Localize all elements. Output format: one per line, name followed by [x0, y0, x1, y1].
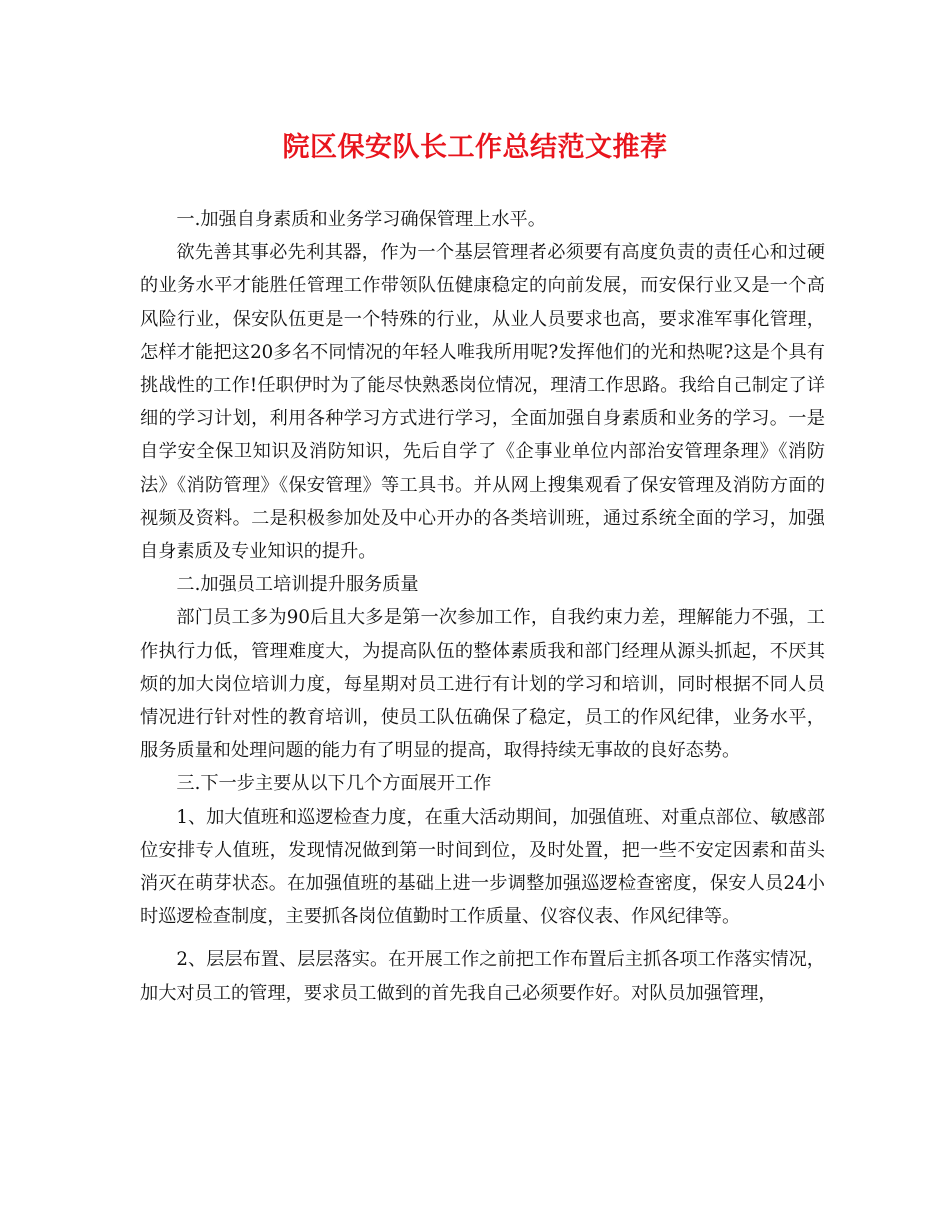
- section-heading-2: 二.加强员工培训提升服务质量: [176, 574, 419, 596]
- section-heading-3: 三.下一步主要从以下几个方面展开工作: [176, 773, 492, 795]
- document-body: [140, 203, 825, 1010]
- body-paragraph: 2、层层布置、层层落实。在开展工作之前把工作布置后主抓各项工作落实情况，加大对员工的管理，要求员工做到的首先我自己必须要作好。对队员加强管理，: [140, 949, 825, 1004]
- section-heading-1: 一.加强自身素质和业务学习确保管理上水平。: [176, 209, 546, 230]
- document-title: 院区保安队长工作总结范文推荐: [282, 132, 668, 163]
- body-paragraph: 1、加大值班和巡逻检查力度，在重大活动期间，加强值班、对重点部位、敏感部位安排专人值班，发现情况做到第一时间到位，及时处置，把一些不安定因素和苗头消灭在萌芽状态。在加强值班的基础上进一步调整加强巡逻检查密度，保安人员24小时巡逻检查制度，主要抓各岗位值勤时工作质量、仪容仪表、作风纪律等。: [140, 806, 825, 928]
- body-paragraph: 部门员工多为90后且大多是第一次参加工作，自我约束力差，理解能力不强，工作执行力低，管理难度大，为提高队伍的整体素质我和部门经理从源头抓起，不厌其烦的加大岗位培训力度，每星期对员工进行有计划的学习和培训，同时根据不同人员情况进行针对性的教育培训，使员工队伍确保了稳定，员工的作风纪律，业务水平，服务质量和处理问题的能力有了明显的提高，取得持续无事故的良好态势。: [140, 607, 825, 762]
- body-paragraph: 欲先善其事必先利其器，作为一个基层管理者必须要有高度负责的责任心和过硬的业务水平才能胜任管理工作带领队伍健康稳定的向前发展，而安保行业又是一个高风险行业，保安队伍更是一个特殊的行业，从业人员要求也高，要求准军事化管理，怎样才能把这20多名不同情况的年轻人唯我所用呢?发挥他们的光和热呢?这是个具有挑战性的工作!任职伊时为了能尽快熟悉岗位情况，理清工作思路。我给自己制定了详细的学习计划，利用各种学习方式进行学习，全面加强自身素质和业务的学习。一是自学安全保卫知识及消防知识，先后自学了《企事业单位内部治安管理条理》《消防法》《消防管理》《保安管理》等工具书。并从网上搜集观看了保安管理及消防方面的视频及资料。二是积极参加处及中心开办的各类培训班，通过系统全面的学习，加强自身素质及专业知识的提升。: [140, 242, 825, 563]
